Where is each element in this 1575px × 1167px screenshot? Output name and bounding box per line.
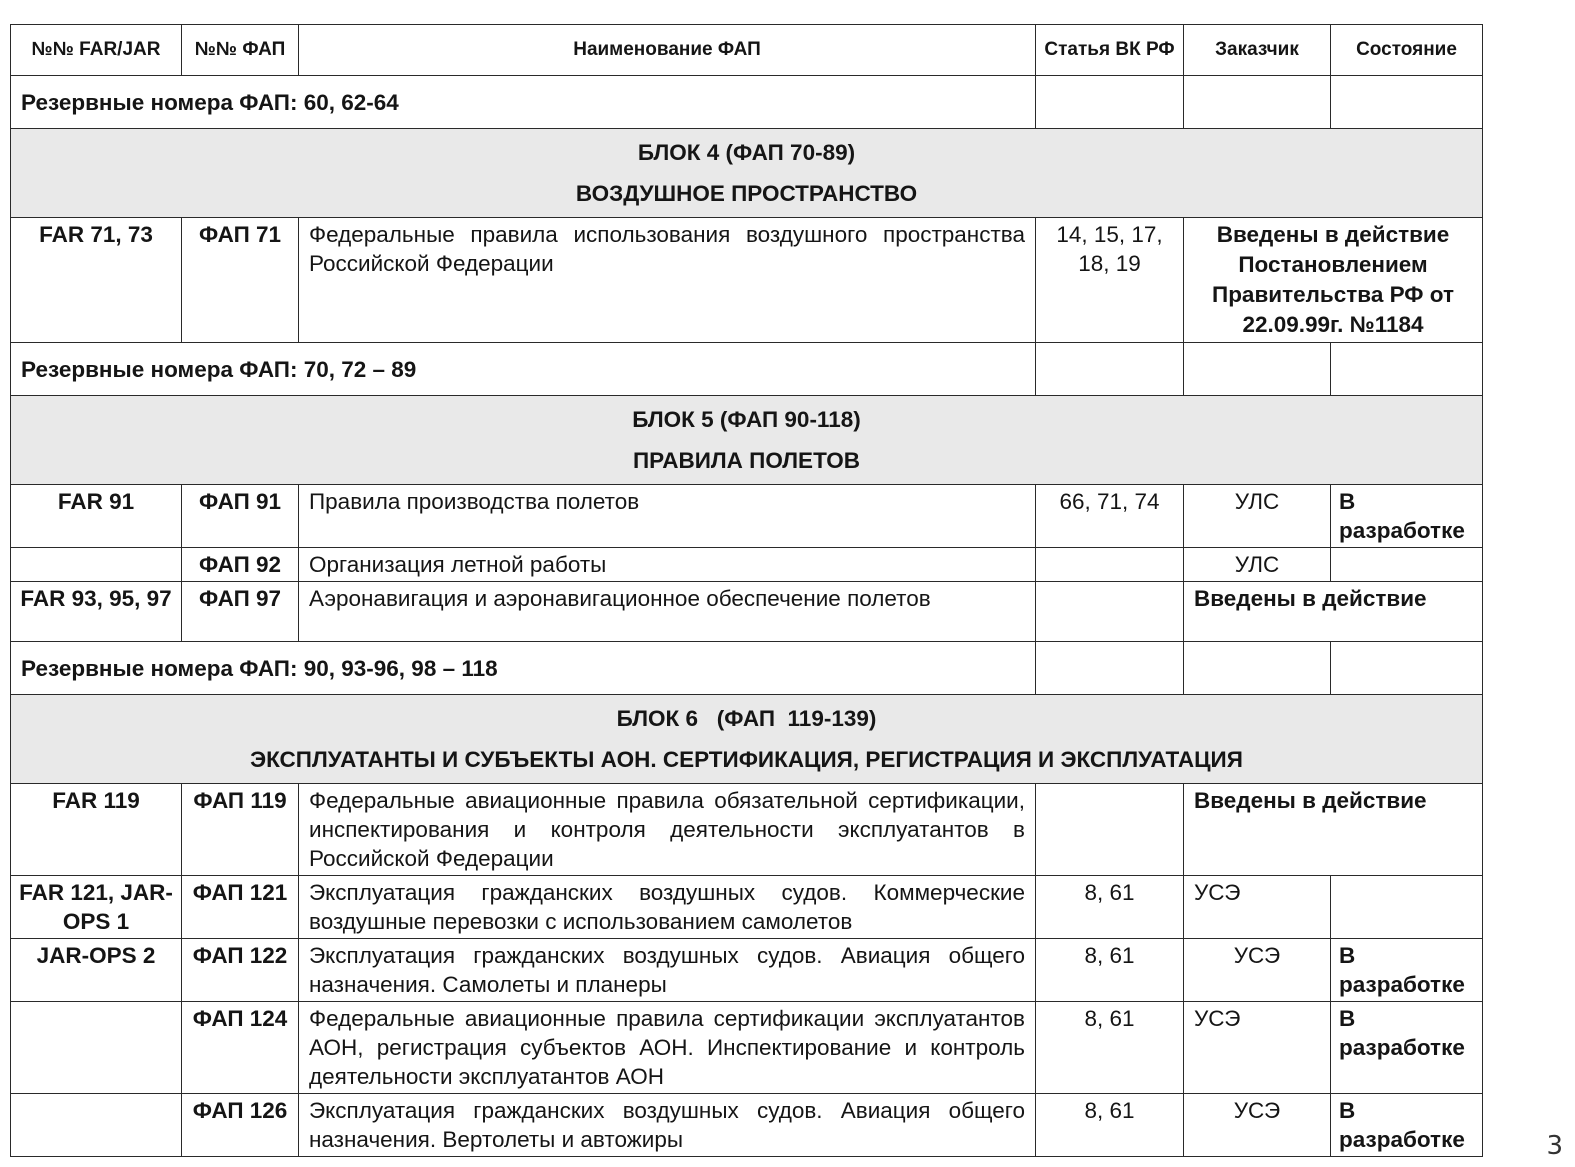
table-row xyxy=(11,218,1483,343)
empty-cell xyxy=(1331,343,1483,396)
customer-cell: УЛС xyxy=(1184,548,1331,582)
name-cell: Эксплуатация гражданских воздушных судов. Авиация общего назначения. Вертолеты и автожиры xyxy=(299,1094,1036,1157)
customer-cell: УЛС xyxy=(1184,485,1331,548)
block-subtitle: ВОЗДУШНОЕ ПРОСТРАНСТВО xyxy=(575,181,918,206)
empty-cell xyxy=(1331,642,1483,695)
customer-cell: УСЭ xyxy=(1184,939,1331,1002)
table-row xyxy=(11,939,1483,1002)
far-cell: FAR 121, JAR-OPS 1 xyxy=(11,876,182,939)
header-customer: Заказчик xyxy=(1184,25,1331,76)
header-fap-number: №№ ФАП xyxy=(182,25,299,76)
status-cell: Введены в действие xyxy=(1184,784,1483,876)
table-row xyxy=(11,485,1483,548)
name-cell: Федеральные авиационные правила обязательной сертификации, инспектирования и контроля деятельности эксплуатантов в Российской Федерации xyxy=(299,784,1036,876)
block-header-row xyxy=(11,129,1483,218)
article-cell: 8, 61 xyxy=(1036,1002,1184,1094)
status-cell: В разработке xyxy=(1331,1094,1483,1157)
table-row xyxy=(11,1002,1483,1094)
far-cell: FAR 91 xyxy=(11,485,182,548)
header-far-jar: №№ FAR/JAR xyxy=(11,25,182,76)
empty-cell xyxy=(1184,642,1331,695)
table-row xyxy=(11,582,1483,642)
reserve-numbers-text: Резервные номера ФАП: 90, 93-96, 98 – 118 xyxy=(11,642,1036,695)
block-header xyxy=(11,396,1483,485)
far-cell: JAR-OPS 2 xyxy=(11,939,182,1002)
reserve-row xyxy=(11,76,1483,129)
block-header xyxy=(11,695,1483,784)
article-cell: 8, 61 xyxy=(1036,876,1184,939)
fap-cell: ФАП 91 xyxy=(182,485,299,548)
reserve-row xyxy=(11,343,1483,396)
table-row xyxy=(11,1094,1483,1157)
status-cell: В разработке xyxy=(1331,1002,1483,1094)
article-cell: 66, 71, 74 xyxy=(1036,485,1184,548)
customer-cell: УСЭ xyxy=(1184,1002,1331,1094)
block-title: БЛОК 6 (ФАП 119-139) xyxy=(616,706,877,731)
table-row xyxy=(11,548,1483,582)
name-cell: Правила производства полетов xyxy=(299,485,1036,548)
fap-cell: ФАП 92 xyxy=(182,548,299,582)
empty-cell xyxy=(1184,343,1331,396)
name-cell: Аэронавигация и аэронавигационное обеспечение полетов xyxy=(299,582,1036,642)
far-cell xyxy=(11,1002,182,1094)
reserve-numbers-text: Резервные номера ФАП: 70, 72 – 89 xyxy=(11,343,1036,396)
empty-cell xyxy=(1331,76,1483,129)
empty-cell xyxy=(1036,76,1184,129)
fap-table xyxy=(10,24,1483,1157)
block-subtitle: ЭКСПЛУАТАНТЫ И СУБЪЕКТЫ АОН. СЕРТИФИКАЦИЯ, РЕГИСТРАЦИЯ И ЭКСПЛУАТАЦИЯ xyxy=(250,747,1243,772)
fap-cell: ФАП 119 xyxy=(182,784,299,876)
block-header xyxy=(11,129,1483,218)
status-cell: Введены в действие xyxy=(1184,582,1483,642)
customer-cell: УСЭ xyxy=(1184,876,1331,939)
empty-cell xyxy=(1036,582,1184,642)
customer-cell: УСЭ xyxy=(1184,1094,1331,1157)
status-cell xyxy=(1331,876,1483,939)
block-title: БЛОК 5 (ФАП 90-118) xyxy=(632,407,861,432)
header-fap-name: Наименование ФАП xyxy=(299,25,1036,76)
status-cell: В разработке xyxy=(1331,485,1483,548)
article-cell: 8, 61 xyxy=(1036,939,1184,1002)
far-cell: FAR 93, 95, 97 xyxy=(11,582,182,642)
fap-cell: ФАП 121 xyxy=(182,876,299,939)
name-cell: Эксплуатация гражданских воздушных судов. Коммерческие воздушные перевозки с использованием самолетов xyxy=(299,876,1036,939)
header-status: Состояние xyxy=(1331,25,1483,76)
block-header-row xyxy=(11,396,1483,485)
far-cell xyxy=(11,1094,182,1157)
far-cell xyxy=(11,548,182,582)
table-row xyxy=(11,784,1483,876)
status-cell: Введены в действие Постановлением Правительства РФ от 22.09.99г. №1184 xyxy=(1184,218,1483,343)
name-cell: Федеральные авиационные правила сертификации эксплуатантов АОН, регистрация субъектов АОН. Инспектирование и контроль деятельности эксплуатантов АОН xyxy=(299,1002,1036,1094)
fap-cell: ФАП 71 xyxy=(182,218,299,343)
block-title: БЛОК 4 (ФАП 70-89) xyxy=(637,140,856,165)
article-cell xyxy=(1036,548,1184,582)
header-row xyxy=(11,25,1483,76)
fap-cell: ФАП 126 xyxy=(182,1094,299,1157)
empty-cell xyxy=(1184,76,1331,129)
name-cell: Федеральные правила использования воздушного пространства Российской Федерации xyxy=(299,218,1036,343)
far-cell: FAR 71, 73 xyxy=(11,218,182,343)
table-row xyxy=(11,876,1483,939)
empty-cell xyxy=(1036,343,1184,396)
article-cell: 14, 15, 17, 18, 19 xyxy=(1036,218,1184,343)
name-cell: Организация летной работы xyxy=(299,548,1036,582)
fap-cell: ФАП 124 xyxy=(182,1002,299,1094)
reserve-numbers-text: Резервные номера ФАП: 60, 62-64 xyxy=(11,76,1036,129)
page-number: 3 xyxy=(1546,1131,1563,1161)
article-cell xyxy=(1036,784,1184,876)
block-subtitle: ПРАВИЛА ПОЛЕТОВ xyxy=(633,448,860,473)
status-cell: В разработке xyxy=(1331,939,1483,1002)
reserve-row xyxy=(11,642,1483,695)
fap-cell: ФАП 122 xyxy=(182,939,299,1002)
block-header-row xyxy=(11,695,1483,784)
status-cell xyxy=(1331,548,1483,582)
header-article: Статья ВК РФ xyxy=(1036,25,1184,76)
fap-cell: ФАП 97 xyxy=(182,582,299,642)
article-cell: 8, 61 xyxy=(1036,1094,1184,1157)
name-cell: Эксплуатация гражданских воздушных судов. Авиация общего назначения. Самолеты и планеры xyxy=(299,939,1036,1002)
far-cell: FAR 119 xyxy=(11,784,182,876)
fap-table-page xyxy=(10,24,1482,1157)
empty-cell xyxy=(1036,642,1184,695)
